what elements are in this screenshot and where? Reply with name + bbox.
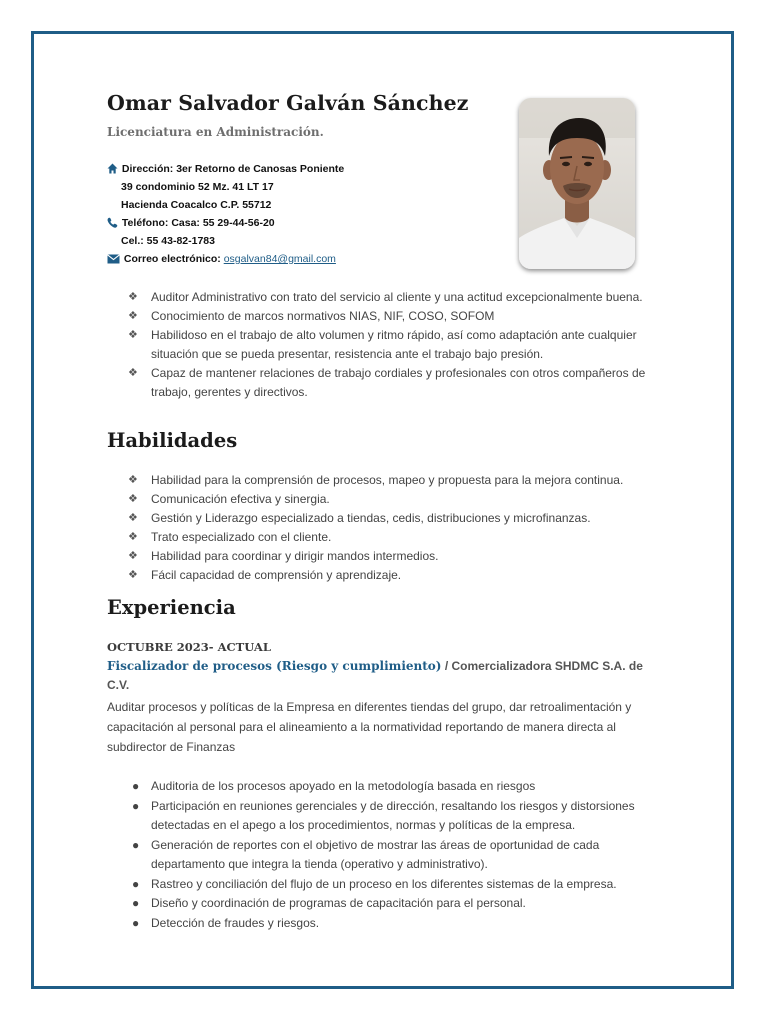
dot-bullet-icon: ● — [132, 896, 140, 910]
job-role: Fiscalizador de procesos (Riesgo y cumplimiento) — [107, 659, 442, 673]
diamond-bullet-icon: ❖ — [128, 493, 138, 505]
contact-block — [107, 160, 344, 268]
diamond-bullet-icon: ❖ — [128, 474, 138, 486]
summary-item: ❖ Auditor Administrativo con trato del servicio al cliente y una actitud excepcionalmente buena. — [151, 288, 671, 307]
diamond-bullet-icon: ❖ — [128, 329, 138, 341]
skills-list — [128, 471, 671, 585]
address-line-3: Hacienda Coacalco C.P. 55712 — [121, 199, 272, 211]
diamond-bullet-icon: ❖ — [128, 310, 138, 322]
diamond-bullet-icon: ❖ — [128, 569, 138, 581]
diamond-bullet-icon: ❖ — [128, 367, 138, 379]
diamond-bullet-icon: ❖ — [128, 291, 138, 303]
diamond-bullet-icon: ❖ — [128, 512, 138, 524]
summary-list — [128, 288, 671, 402]
skill-item: ❖ Habilidad para coordinar y dirigir mandos intermedios. — [151, 547, 671, 566]
dot-bullet-icon: ● — [132, 779, 140, 793]
skills-heading: Habilidades — [107, 429, 238, 452]
dot-bullet-icon: ● — [132, 915, 140, 930]
summary-item: ❖ Capaz de mantener relaciones de trabajo cordiales y profesionales con otros compañeros de trabajo, gerentes y directivos. — [128, 366, 646, 399]
job-company: Comercializadora SHDMC S.A. de C.V. — [107, 659, 643, 692]
job-date: OCTUBRE 2023- ACTUAL — [107, 640, 271, 654]
dot-bullet-icon: ● — [132, 798, 140, 813]
duty-item: ● Detección de fraudes y riesgos. — [151, 914, 671, 934]
email-line — [107, 250, 344, 268]
job-description: Auditar procesos y políticas de la Empresa en diferentes tiendas del grupo, dar retroalimentación y capacitación al personal para el alineamiento a la normatividad reportando de manera directa al subdirector de Finanzas — [107, 700, 632, 754]
dot-bullet-icon: ● — [132, 837, 140, 852]
summary-item: ❖ Conocimiento de marcos normativos NIAS, NIF, COSO, SOFOM — [151, 307, 671, 326]
duty-item: ● Auditoria de los procesos apoyado en la metodología basada en riesgos — [151, 777, 671, 797]
dot-bullet-icon: ● — [132, 876, 140, 891]
address-line-1 — [107, 160, 344, 178]
skill-item: ❖ Trato especializado con el cliente. — [151, 528, 671, 547]
email-label: Correo electrónico: — [123, 253, 221, 265]
address-value: 3er Retorno de Canosas Poniente — [176, 163, 345, 175]
duty-item: ● Rastreo y conciliación del flujo de un proceso en los diferentes sistemas de la empresa. — [151, 875, 671, 895]
phone-icon — [107, 216, 118, 234]
phone-label: Teléfono: — [121, 217, 169, 229]
job-title — [107, 657, 667, 695]
home-icon — [107, 162, 118, 180]
diamond-bullet-icon: ❖ — [128, 550, 138, 562]
skill-item: ❖ Comunicación efectiva y sinergia. — [151, 490, 671, 509]
duties-list — [132, 777, 671, 933]
skill-item: ❖ Habilidad para la comprensión de procesos, mapeo y propuesta para la mejora continua. — [151, 471, 671, 490]
skill-item: ❖ Gestión y Liderazgo especializado a tiendas, cedis, distribuciones y microfinanzas. — [151, 509, 671, 528]
phone-cell: Cel.: 55 43-82-1783 — [121, 235, 215, 247]
duty-item: ● Generación de reportes con el objetivo de mostrar las áreas de oportunidad de cada departamento que integra la tienda (operativo y administrativo). — [132, 837, 600, 871]
duty-item: ● Diseño y coordinación de programas de capacitación para el personal. — [151, 894, 671, 914]
skill-item: ❖ Fácil capacidad de comprensión y aprendizaje. — [151, 566, 671, 585]
phone-home: Casa: 55 29-44-56-20 — [171, 217, 275, 229]
candidate-name: Omar Salvador Galván Sánchez — [107, 91, 469, 115]
summary-item: ❖ Habilidoso en el trabajo de alto volumen y ritmo rápido, así como adaptación ante cualquier situación que se pueda presentar, resistencia ante el trabajo bajo presión. — [128, 328, 637, 361]
diamond-bullet-icon: ❖ — [128, 531, 138, 543]
candidate-degree: Licenciatura en Administración. — [107, 125, 324, 139]
address-line-2: 39 condominio 52 Mz. 41 LT 17 — [121, 181, 274, 193]
email-link[interactable]: osgalvan84@gmail.com — [223, 253, 336, 265]
job-separator: / — [441, 659, 452, 673]
envelope-icon — [107, 252, 120, 270]
phone-line — [107, 214, 344, 232]
profile-photo — [519, 98, 635, 269]
experience-heading: Experiencia — [107, 596, 236, 619]
duty-item: ● Participación en reuniones gerenciales y de dirección, resaltando los riesgos y distorsiones detectadas en el apego a los procedimientos, normas y políticas de la empresa. — [132, 798, 635, 832]
address-label: Dirección: — [121, 163, 174, 175]
